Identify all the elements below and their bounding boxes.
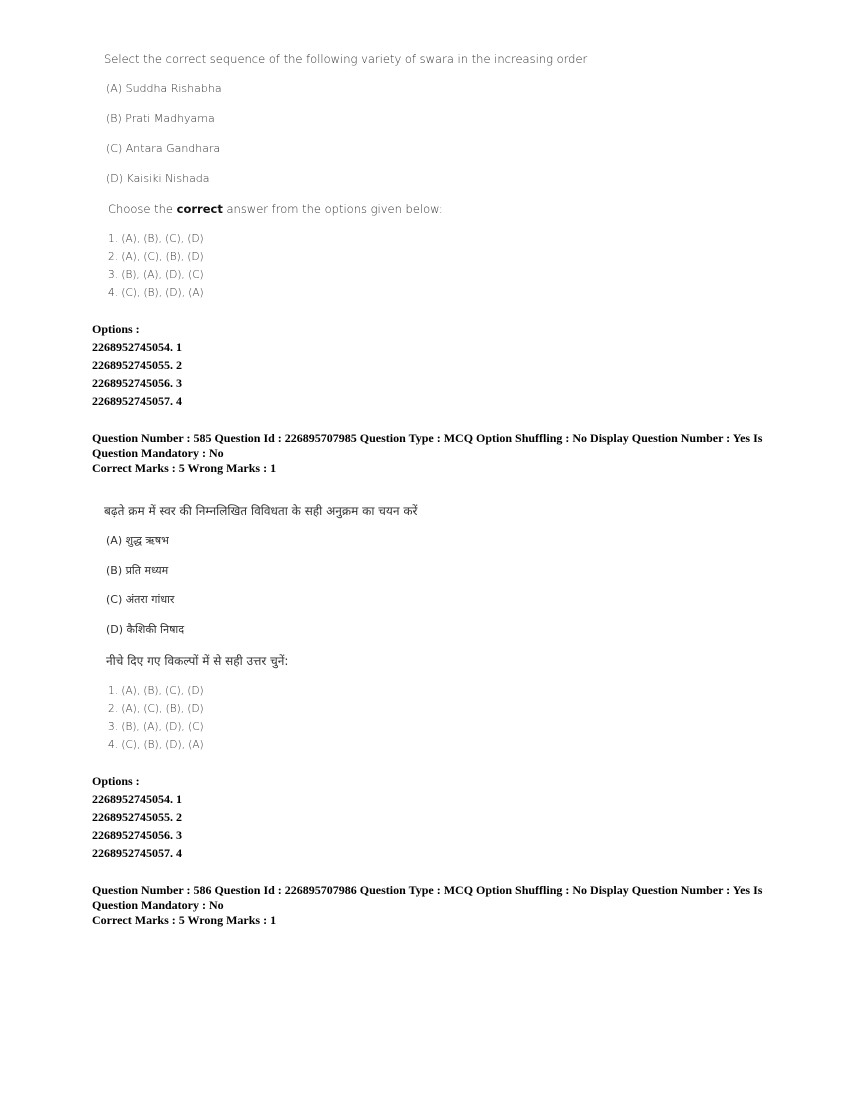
question-585-stem: बढ़ते क्रम में स्वर की निम्नलिखित विविधता के सही अनुक्रम का चयन करें <box>104 504 418 518</box>
question-meta-line: Question Number : 586 Question Id : 226895707986 Question Type : MCQ Option Shuffling : No Display Question Number : Yes Is Question Mandatory : No <box>92 883 763 912</box>
option-item: 2268952745055. 2 <box>92 358 182 372</box>
options-label: Options : <box>92 322 140 336</box>
question-585-answer-list <box>108 682 204 754</box>
answer-item: 2. (A), (C), (B), (D) <box>108 703 204 715</box>
answer-item: 1. (A), (B), (C), (D) <box>108 685 204 697</box>
instruction-prefix: Choose the <box>108 202 177 216</box>
question-584-options <box>92 322 182 412</box>
answer-item: 1. (A), (B), (C), (D) <box>108 233 204 245</box>
question-584-choice-c: (C) Antara Gandhara <box>106 142 221 155</box>
option-item: 2268952745054. 1 <box>92 792 182 806</box>
question-586-meta <box>92 883 772 928</box>
options-label: Options : <box>92 774 140 788</box>
answer-item: 3. (B), (A), (D), (C) <box>108 721 204 733</box>
question-585-choice-d: (D) कैशिकी निषाद <box>106 623 185 636</box>
option-item: 2268952745057. 4 <box>92 846 182 860</box>
question-585-choice-a: (A) शुद्ध ऋषभ <box>106 534 169 547</box>
answer-item: 3. (B), (A), (D), (C) <box>108 269 204 281</box>
question-meta-line: Question Number : 585 Question Id : 226895707985 Question Type : MCQ Option Shuffling : No Display Question Number : Yes Is Question Mandatory : No <box>92 431 763 460</box>
question-584-answer-list <box>108 230 204 302</box>
question-584-instruction <box>108 202 443 216</box>
answer-item: 2. (A), (C), (B), (D) <box>108 251 204 263</box>
question-584-stem: Select the correct sequence of the following variety of swara in the increasing order <box>104 52 588 66</box>
question-584-choice-d: (D) Kaisiki Nishada <box>106 172 210 185</box>
question-585-choice-b: (B) प्रति मध्यम <box>106 564 169 577</box>
question-marks-line: Correct Marks : 5 Wrong Marks : 1 <box>92 913 277 927</box>
instruction-suffix: answer from the options given below: <box>222 202 443 216</box>
option-item: 2268952745056. 3 <box>92 376 182 390</box>
question-585-choice-c: (C) अंतरा गांधार <box>106 593 175 606</box>
question-585-options <box>92 774 182 864</box>
question-585-meta <box>92 431 772 476</box>
question-marks-line: Correct Marks : 5 Wrong Marks : 1 <box>92 461 277 475</box>
answer-item: 4. (C), (B), (D), (A) <box>108 287 204 299</box>
option-item: 2268952745055. 2 <box>92 810 182 824</box>
question-584-choice-b: (B) Prati Madhyama <box>106 112 215 125</box>
question-585-instruction: नीचे दिए गए विकल्पों में से सही उत्तर चुनें: <box>106 654 289 668</box>
instruction-bold: correct <box>176 202 223 216</box>
option-item: 2268952745056. 3 <box>92 828 182 842</box>
option-item: 2268952745057. 4 <box>92 394 182 408</box>
question-584-choice-a: (A) Suddha Rishabha <box>106 82 222 95</box>
option-item: 2268952745054. 1 <box>92 340 182 354</box>
answer-item: 4. (C), (B), (D), (A) <box>108 739 204 751</box>
